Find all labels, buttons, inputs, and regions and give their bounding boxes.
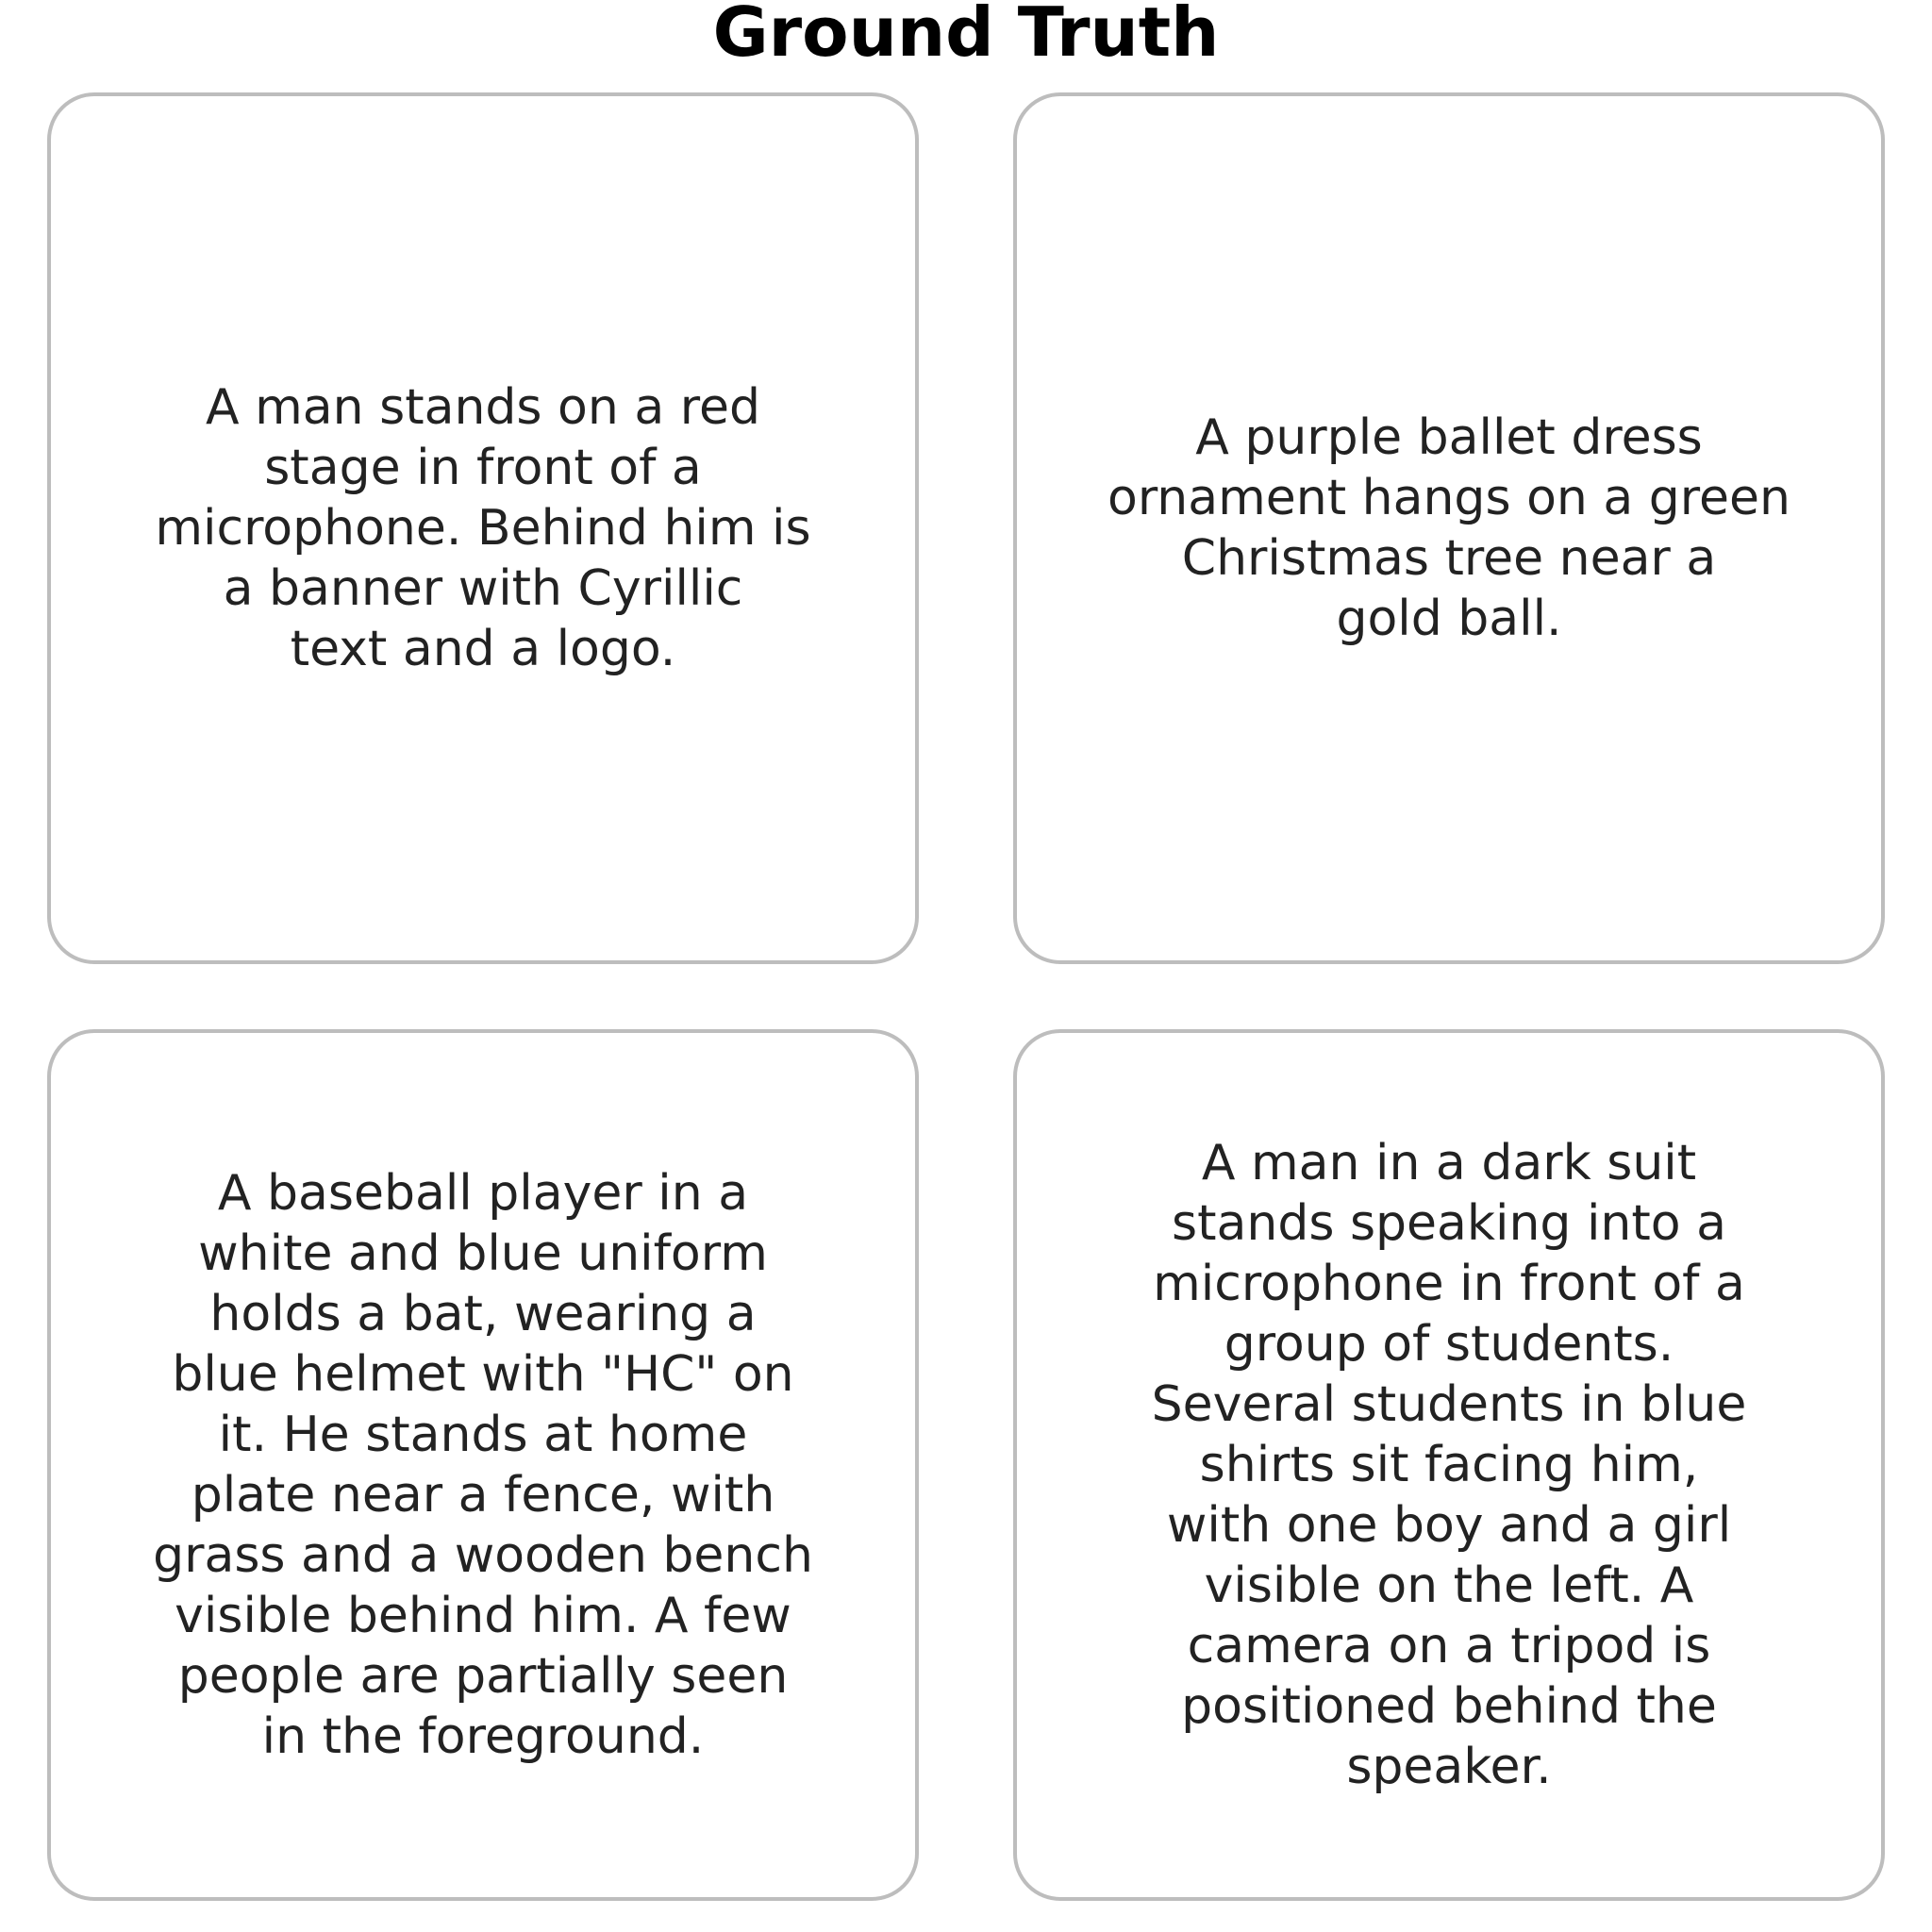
caption-card <box>47 92 919 964</box>
caption-card <box>47 1029 919 1901</box>
caption-card <box>1013 92 1885 964</box>
caption-text: A man stands on a red stage in front of a microphone. Behind him is a banner with Cyrillic text and a logo. <box>155 379 811 677</box>
caption-text: A man in a dark suit stands speaking into a microphone in front of a group of students. Several students in blue shirts sit facing him, with one boy and a girl visible on the left. A camera on a tripod is positioned behind the speaker. <box>1151 1135 1747 1795</box>
caption-text: A baseball player in a white and blue uniform holds a bat, wearing a blue helmet with "HC" on it. He stands at home plate near a fence, with grass and a wooden bench visible behind him. A few people are partially seen in the foreground. <box>153 1165 813 1765</box>
caption-text: A purple ballet dress ornament hangs on a green Christmas tree near a gold ball. <box>1108 409 1790 647</box>
caption-card <box>1013 1029 1885 1901</box>
page-title: Ground Truth <box>712 0 1220 72</box>
